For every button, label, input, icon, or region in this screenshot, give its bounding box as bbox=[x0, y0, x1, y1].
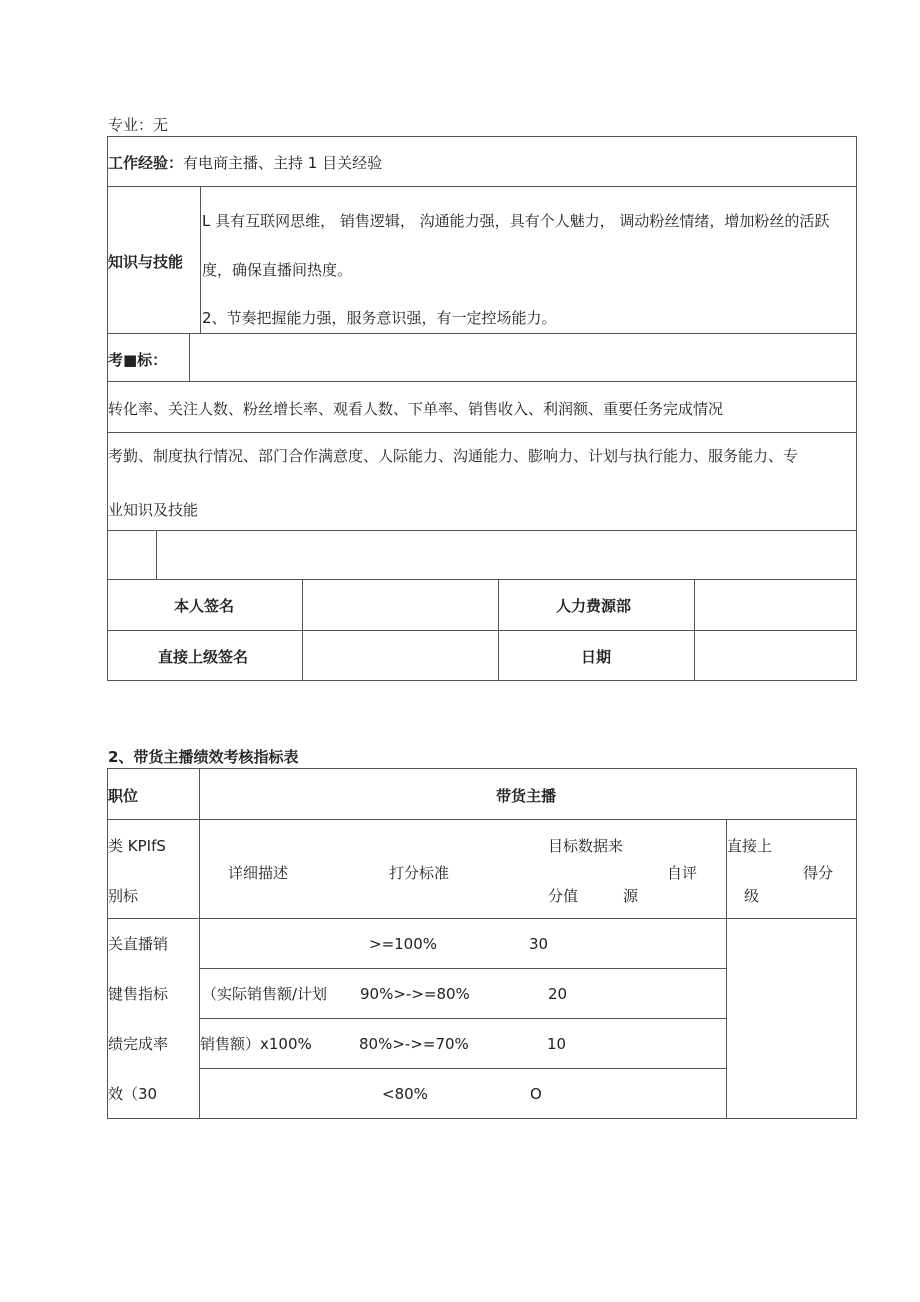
standard-cell: >=100% bbox=[369, 935, 438, 953]
date-label: 日期 bbox=[581, 648, 612, 666]
assessment-label: 考■标： bbox=[108, 351, 168, 369]
header-category: 别标 bbox=[108, 887, 139, 905]
self-signature-field[interactable] bbox=[303, 580, 498, 630]
detail-text: （实际销售额/计划 bbox=[202, 985, 328, 1003]
hr-label: 人力费源部 bbox=[556, 597, 632, 615]
kpi-table-title: 2、带货主播绩效考核指标表 bbox=[108, 748, 299, 766]
header-score: 得分 bbox=[803, 864, 834, 882]
divider bbox=[726, 819, 727, 1119]
ability-line: 考勤、制度执行情况、部门合作满意度、人际能力、沟通能力、膨响力、计划与执行能力、服务能力、专 bbox=[108, 447, 799, 465]
experience-label: 工作经验： bbox=[108, 154, 184, 172]
manager-signature-label: 直接上级签名 bbox=[158, 648, 249, 666]
date-field[interactable] bbox=[695, 631, 856, 680]
header-category: 类 KPIfS bbox=[108, 837, 166, 855]
standard-cell: <80% bbox=[382, 1085, 428, 1103]
category-text: 键售指标 bbox=[108, 985, 169, 1003]
self-signature-label: 本人签名 bbox=[174, 597, 235, 615]
value-cell: 10 bbox=[547, 1035, 567, 1053]
divider bbox=[189, 333, 190, 381]
divider bbox=[107, 186, 857, 187]
value-cell: 30 bbox=[529, 935, 549, 953]
divider bbox=[107, 333, 857, 334]
divider bbox=[107, 918, 857, 919]
header-target: 目标数据来 bbox=[548, 837, 624, 855]
header-detail: 详细描述 bbox=[228, 864, 289, 882]
standard-cell: 80%>->=70% bbox=[359, 1035, 469, 1053]
value-cell: 20 bbox=[548, 985, 568, 1003]
category-text: 绩完成率 bbox=[108, 1035, 169, 1053]
header-source: 源 bbox=[623, 887, 639, 905]
skills-line: 度，确保直播间热度。 bbox=[202, 261, 353, 279]
experience-value: 有电商主播、主持 1 目关经验 bbox=[183, 154, 383, 172]
category-text: 效（30 bbox=[108, 1085, 158, 1103]
manager-signature-field[interactable] bbox=[303, 631, 498, 680]
divider bbox=[199, 1018, 726, 1019]
detail-text: 销售额）x100% bbox=[200, 1035, 312, 1053]
position-label: 职位 bbox=[108, 787, 139, 805]
skills-label: 知识与技能 bbox=[108, 253, 184, 271]
divider bbox=[200, 186, 201, 333]
value-cell: O bbox=[530, 1085, 542, 1103]
header-superior: 级 bbox=[744, 887, 760, 905]
divider bbox=[156, 530, 157, 579]
divider bbox=[498, 579, 499, 680]
skills-line: L 具有互联网思维， 销售逻辑， 沟通能力强，具有个人魅力， 调动粉丝情绪，增加粉丝的活跃 bbox=[202, 212, 830, 230]
kpi-table bbox=[107, 768, 857, 1119]
header-self-eval: 自评 bbox=[667, 864, 698, 882]
standard-cell: 90%>->=80% bbox=[360, 985, 470, 1003]
skills-line: 2、节奏把握能力强，服务意识强，有一定控场能力。 bbox=[202, 309, 557, 327]
divider bbox=[199, 1068, 726, 1069]
divider bbox=[107, 530, 857, 531]
divider bbox=[199, 968, 726, 969]
divider bbox=[107, 819, 857, 820]
header-standard: 打分标准 bbox=[389, 864, 450, 882]
hr-signature-field[interactable] bbox=[695, 580, 856, 630]
divider bbox=[199, 768, 200, 1119]
header-superior: 直接上 bbox=[727, 837, 773, 855]
divider bbox=[107, 381, 857, 382]
category-text: 关直播销 bbox=[108, 935, 169, 953]
position-value: 带货主播 bbox=[496, 787, 557, 805]
major: 专业：无 bbox=[108, 116, 169, 134]
kpi-row: 转化率、关注人数、粉丝增长率、观看人数、下单率、销售收入、利润额、重要任务完成情况 bbox=[108, 400, 724, 418]
ability-line: 业知识及技能 bbox=[108, 501, 199, 519]
divider bbox=[107, 432, 857, 433]
header-score-value: 分值 bbox=[548, 887, 579, 905]
